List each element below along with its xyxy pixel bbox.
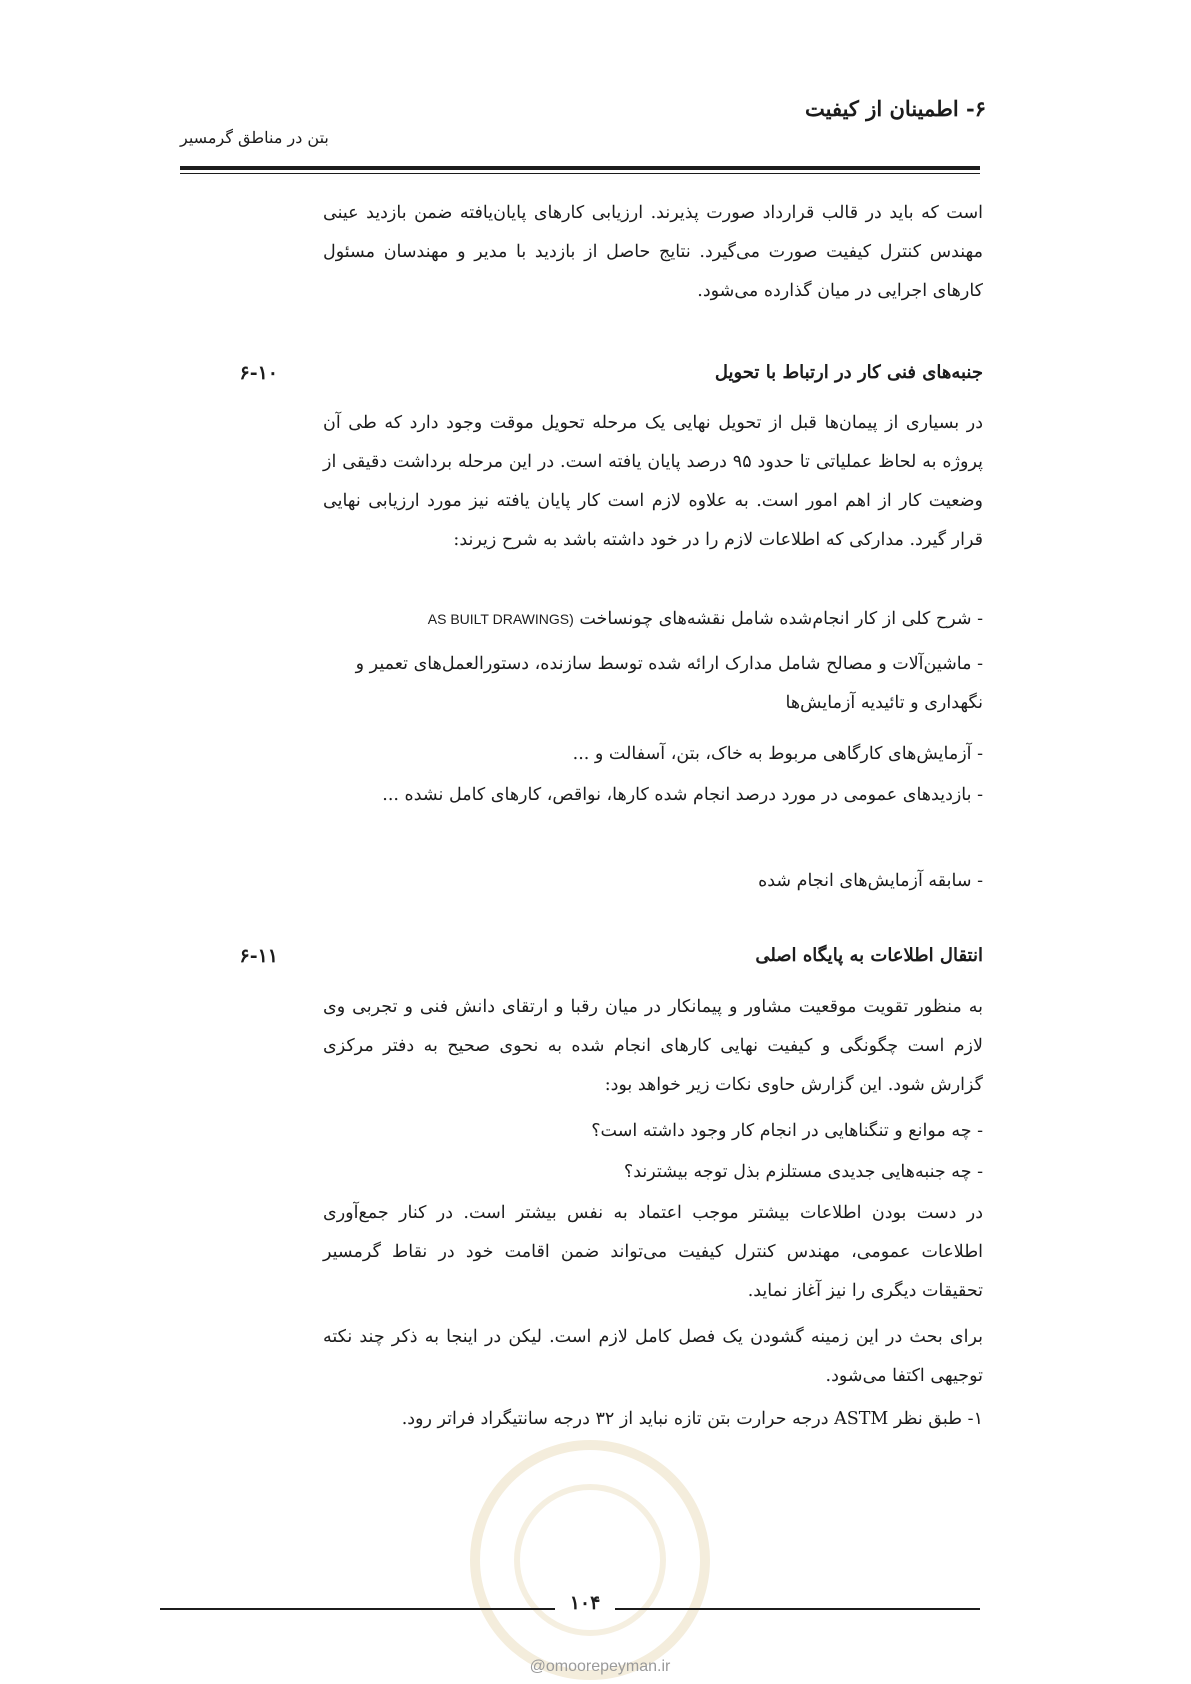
question-item: - چه جنبه‌هایی جدیدی مستلزم بذل توجه بیشترند؟ (623, 1162, 983, 1182)
section-11-paragraph-1: به منظور تقویت موقعیت مشاور و پیمانکار در میان رقبا و ارتقای دانش فنی و تجربی وی لازم است چگونگی و کیفیت نهایی کارهای انجام شده به نحوی صحیح به دفتر مرکزی گزارش شود. این گزارش حاوی نکات زیر خواهد بود: (323, 997, 983, 1095)
page-number: ۱۰۴ (555, 1592, 615, 1614)
as-built-term: (AS BUILT DRAWINGS (427, 611, 574, 627)
chapter-title: ۶- اطمینان از کیفیت (804, 96, 986, 121)
list-item: - آزمایش‌های کارگاهی مربوط به خاک، بتن، آسفالت و ... (572, 744, 983, 764)
list-item-text: - شرح کلی از کار انجام‌شده شامل نقشه‌های چونساخت (579, 609, 983, 629)
question-item: - چه موانع و تنگناهایی در انجام کار وجود داشته است؟ (591, 1121, 983, 1141)
list-item: - بازدیدهای عمومی در مورد درصد انجام شده کارها، نواقص، کارهای کامل نشده ... (382, 785, 983, 805)
list-item: - سابقه آزمایش‌های انجام شده (758, 871, 983, 891)
watermark-seal (470, 1440, 710, 1680)
header-rule-thin (180, 173, 980, 174)
list-item: - ماشین‌آلات و مصالح شامل مدارک ارائه شده توسط سازنده، دستورالعمل‌های تعمیر و نگهداری و تائیدیه آزمایش‌ها (355, 654, 983, 713)
intro-paragraph: است که باید در قالب قرارداد صورت پذیرند. ارزیابی کارهای پایان‌یافته ضمن بازدید عینی مهندس کنترل کیفیت صورت می‌گیرد. نتایج حاصل از بازدید با مدیر و مهندسان مسئول کارهای اجرایی در میان گذارده می‌شود. (323, 203, 983, 301)
header-rule (180, 166, 980, 170)
section-11-title: انتقال اطلاعات به پایگاه اصلی (755, 945, 983, 966)
section-11-number: ۶-۱۱ (239, 945, 278, 967)
section-10-paragraph: در بسیاری از پیمان‌ها قبل از تحویل نهایی یک مرحله تحویل موقت وجود دارد که طی آن پروژه به لحاظ عملیاتی تا حدود ۹۵ درصد پایان یافته است. در این مرحله برداشت دقیقی از وضعیت کار از اهم امور است. به علاوه لازم است کار پایان یافته نیز مورد ارزیابی نهایی قرار گیرد. مدارکی که اطلاعات لازم را در خود داشته باشد به شرح زیرند: (323, 413, 983, 550)
book-title: بتن در مناطق گرمسیر (180, 128, 329, 147)
section-11-paragraph-2: در دست بودن اطلاعات بیشتر موجب اعتماد به نفس بیشتر است. در کنار جمع‌آوری اطلاعات عمومی، مهندس کنترل کیفیت می‌تواند ضمن اقامت خود در نقاط گرمسیر تحقیقات دیگری را نیز آغاز نماید. (323, 1203, 983, 1301)
section-11-paragraph-3: برای بحث در این زمینه گشودن یک فصل کامل لازم است. لیکن در اینجا به ذکر چند نکته توجیهی اکتفا می‌شود. (323, 1327, 983, 1386)
section-11-point-1: ۱- طبق نظر ASTM درجه حرارت بتن تازه نباید از ۳۲ درجه سانتیگراد فراتر رود. (401, 1409, 983, 1429)
section-10-number: ۶-۱۰ (239, 362, 278, 384)
site-credit: @omoorepeyman.ir (529, 1658, 671, 1675)
section-10-title: جنبه‌های فنی کار در ارتباط با تحویل (714, 362, 983, 383)
list-item (323, 600, 983, 639)
